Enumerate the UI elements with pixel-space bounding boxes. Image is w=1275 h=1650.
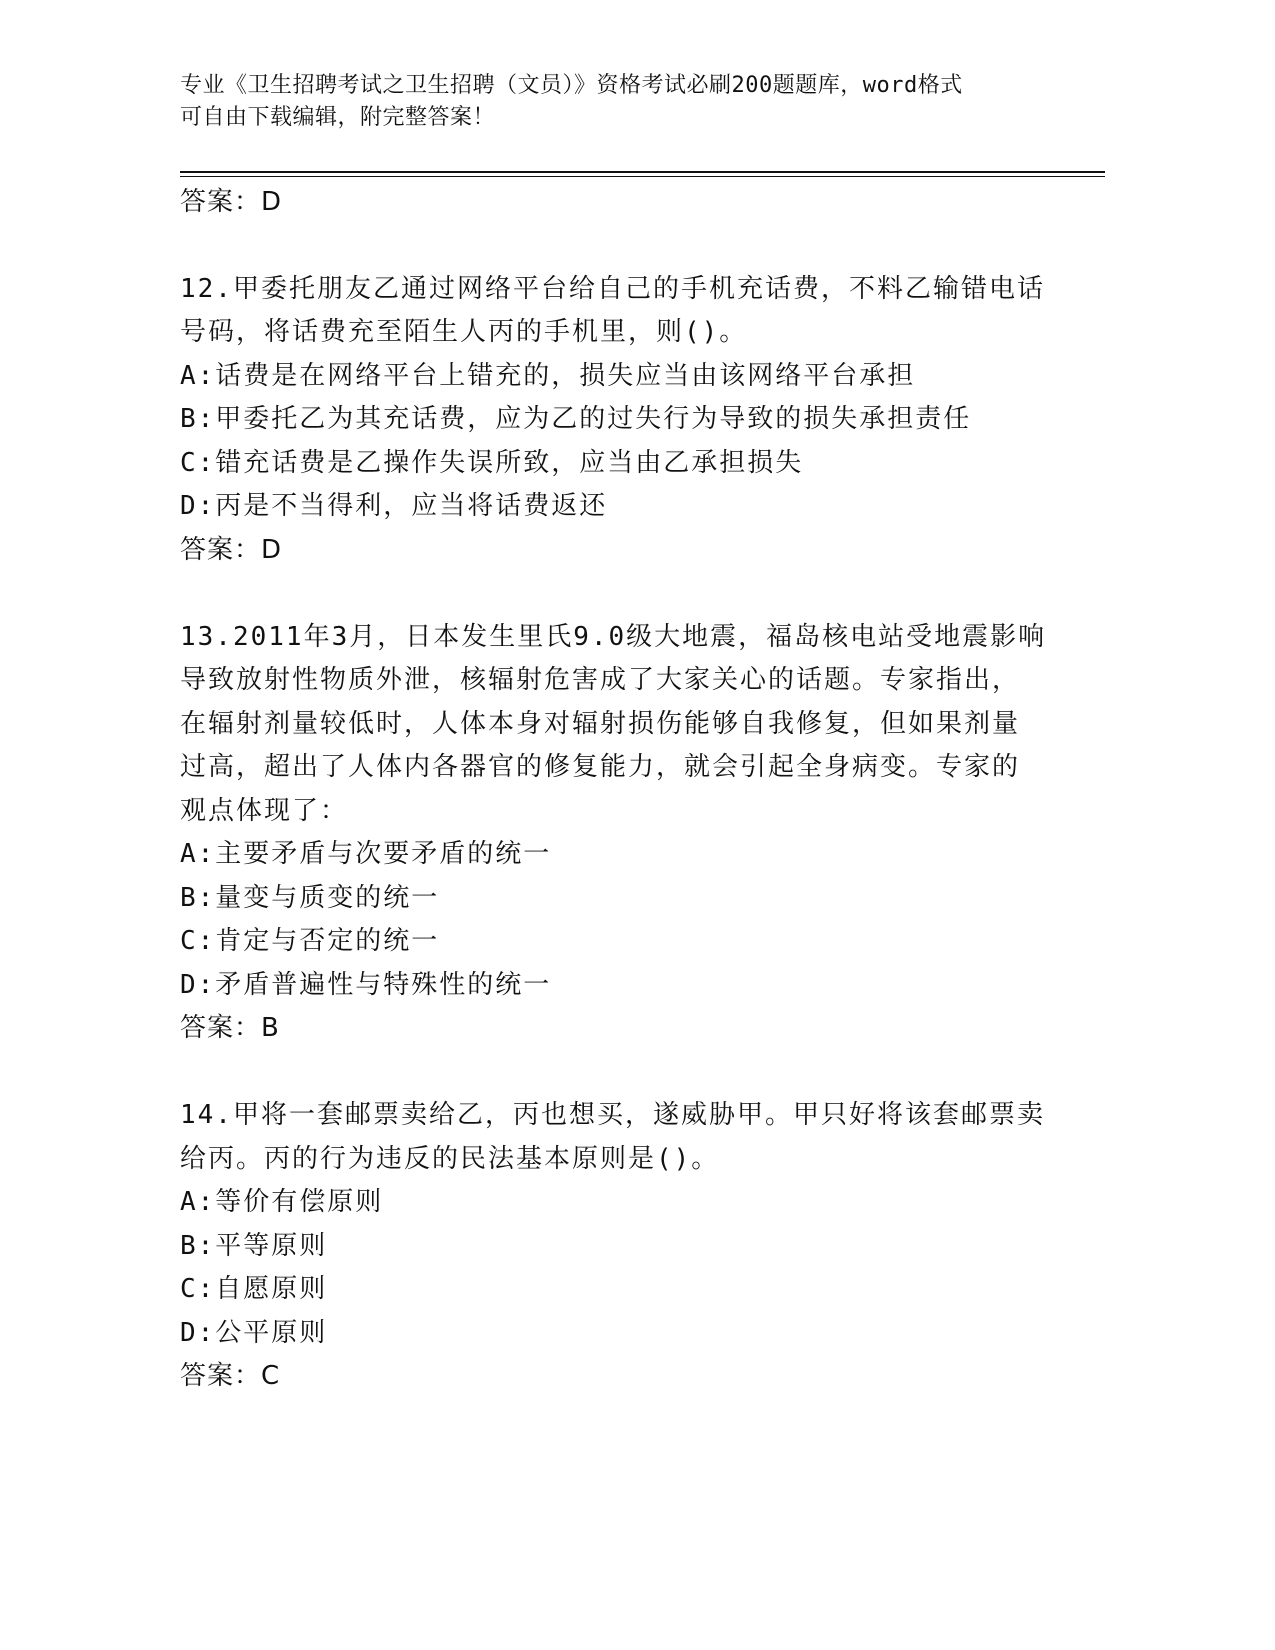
header-line-1: 专业《卫生招聘考试之卫生招聘（文员）》资格考试必刷200题题库，word格式 xyxy=(180,73,963,98)
question-12-stem-line: 号码，将话费充至陌生人丙的手机里，则()。 xyxy=(180,317,748,347)
question-13-stem-line: 过高，超出了人体内各器官的修复能力，就会引起全身病变。专家的 xyxy=(180,752,1021,782)
question-13-stem-line: 在辐射剂量较低时，人体本身对辐射损伤能够自我修复，但如果剂量 xyxy=(180,709,1021,739)
question-13-stem-line: 导致放射性物质外泄，核辐射危害成了大家关心的话题。专家指出， xyxy=(180,665,1021,695)
question-13-option-a: A:主要矛盾与次要矛盾的统一 xyxy=(180,839,552,869)
header-rule-thick xyxy=(180,171,1105,173)
question-14-option-c: C:自愿原则 xyxy=(180,1274,328,1304)
question-14-answer: 答案：C xyxy=(180,1361,281,1391)
question-13-option-d: D:矛盾普遍性与特殊性的统一 xyxy=(180,970,552,1000)
question-13-stem-line: 13.2011年3月，日本发生里氏9.0级大地震，福岛核电站受地震影响 xyxy=(180,622,1047,652)
question-14-stem-line: 14.甲将一套邮票卖给乙，丙也想买，遂威胁甲。甲只好将该套邮票卖 xyxy=(180,1100,1045,1130)
header-line-2: 可自由下载编辑，附完整答案！ xyxy=(180,105,496,130)
question-14-stem-line: 给丙。丙的行为违反的民法基本原则是()。 xyxy=(180,1144,720,1174)
document-header xyxy=(180,70,1060,134)
question-12-stem-line: 12.甲委托朋友乙通过网络平台给自己的手机充话费，不料乙输错电话 xyxy=(180,274,1045,304)
question-12-option-b: B:甲委托乙为其充话费，应为乙的过失行为导致的损失承担责任 xyxy=(180,404,972,434)
question-13-stem-line: 观点体现了： xyxy=(180,796,349,826)
question-12-answer: 答案：D xyxy=(180,535,283,565)
question-14-option-a: A:等价有偿原则 xyxy=(180,1187,384,1217)
question-13-option-b: B:量变与质变的统一 xyxy=(180,883,440,913)
question-14-option-b: B:平等原则 xyxy=(180,1231,328,1261)
question-12-option-c: C:错充话费是乙操作失误所致，应当由乙承担损失 xyxy=(180,448,804,478)
question-13-option-c: C:肯定与否定的统一 xyxy=(180,926,440,956)
question-13-answer: 答案：B xyxy=(180,1013,280,1043)
header-rule-thin xyxy=(180,176,1105,177)
question-12-option-a: A:话费是在网络平台上错充的，损失应当由该网络平台承担 xyxy=(180,361,916,391)
previous-answer: 答案：D xyxy=(180,187,283,217)
question-12-option-d: D:丙是不当得利，应当将话费返还 xyxy=(180,491,608,521)
question-14-option-d: D:公平原则 xyxy=(180,1318,328,1348)
